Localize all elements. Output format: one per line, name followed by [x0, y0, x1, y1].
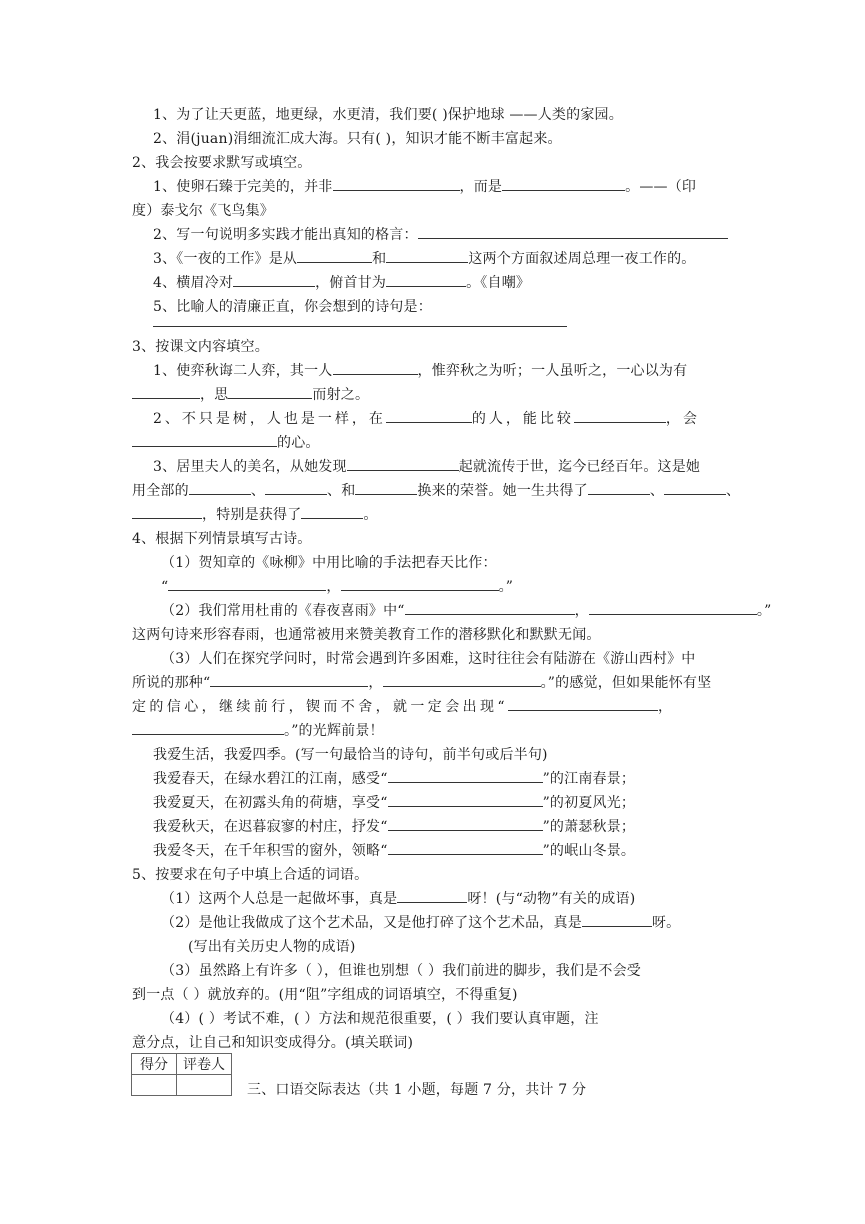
blank[interactable]: [664, 479, 726, 495]
q3-3-text-e: 、和: [327, 483, 356, 499]
winter-text-a: 我爱冬天，在千年积雪的窗外，领略“: [153, 843, 388, 859]
blank[interactable]: [388, 791, 543, 807]
blank[interactable]: [418, 223, 728, 239]
q2-3-text-b: 和: [372, 251, 387, 267]
q3-3-text-g: ，特别是获得了: [202, 507, 302, 523]
section-3-title: 三、口语交际表达（共 1 小题，每题 7 分，共计 7 分: [247, 1082, 587, 1098]
blank[interactable]: [132, 719, 284, 735]
q2-3-text-c: 这两个方面叙述周总理一夜工作的。: [468, 251, 696, 267]
summer-text-b: ”的初夏风光；: [542, 795, 636, 811]
q5-2-text-b: 呀。: [651, 915, 681, 931]
q3-item-1-cont: [132, 383, 369, 407]
q2-4-text-a: 4、横眉冷对: [153, 275, 234, 291]
q1-item-2: 2、涓(juan)涓细流汇成大海。只有( )，知识才能不断丰富起来。: [153, 131, 562, 147]
q3-item-3-cont2: [132, 503, 378, 527]
q3-3-text-d2: 、: [649, 483, 665, 499]
q5-item-2: [161, 911, 680, 935]
open-quote: “: [161, 579, 169, 595]
blank[interactable]: [388, 767, 543, 783]
blank[interactable]: [132, 503, 202, 519]
q4-3-text-g: 。”的光辉前景！: [284, 723, 384, 739]
q4-2-text-a: （2）我们常用杜甫的《春夜喜雨》中“: [161, 603, 405, 619]
grader-label: 评卷人: [177, 1054, 232, 1075]
q2-item-2: [153, 223, 728, 247]
q3-3-text-c: 用全部的: [132, 483, 189, 499]
q3-item-3: [153, 455, 700, 479]
blank[interactable]: [383, 671, 541, 687]
q2-1-text-c: 。——（印: [625, 179, 697, 195]
q3-3-text-b: 起就流传于世，迄今已经百年。这是她: [458, 459, 701, 475]
q3-3-text-a: 3、居里夫人的美名，从她发现: [153, 459, 347, 475]
q3-heading: 3、按课文内容填空。: [132, 339, 269, 355]
blank[interactable]: [502, 175, 625, 191]
grader-cell[interactable]: [177, 1075, 232, 1096]
q3-1-text-a: 1、使弈秋诲二人弈，其一人: [153, 363, 333, 379]
q2-item-1: [153, 175, 696, 199]
q5-item-4-cont: 意分点，让自己和知识变成得分。(填关联词): [132, 1035, 414, 1051]
q4-item-3-cont2: [132, 695, 675, 719]
blank[interactable]: [589, 599, 757, 615]
q4-3-text-b: 所说的那种“: [132, 675, 211, 691]
q3-1-text-c: ，思: [200, 387, 229, 403]
blank[interactable]: [132, 383, 200, 399]
q4-item-2: [161, 599, 771, 623]
q4-item-1-answer: [161, 575, 513, 599]
q4-item-3: （3）人们在探究学问时，时常会遇到许多困难，这时往往会有陆游在《游山西村》中: [161, 651, 696, 667]
q4-item-4: 我爱生活，我爱四季。(写一句最恰当的诗句，前半句或后半句): [153, 747, 548, 763]
summer-text-a: 我爱夏天，在初露头角的荷塘，享受“: [153, 795, 388, 811]
q4-item-spring: [153, 767, 635, 791]
q4-item-3-cont3: [132, 719, 384, 743]
q1-item-1: 1、为了让天更蓝，地更绿，水更清，我们要( )保护地球 ——人类的家园。: [153, 107, 623, 123]
q5-2-text-a: （2）是他让我做成了这个艺术品，又是他打碎了这个艺术品，真是: [161, 915, 582, 931]
autumn-text-b: ”的萧瑟秋景；: [542, 819, 636, 835]
score-label: 得分: [132, 1054, 177, 1075]
q4-item-3-cont: [132, 671, 711, 695]
q5-1-text-b: 呀！(与“动物”有关的成语): [467, 891, 636, 907]
q2-item-5: 5、比喻人的清廉正直，你会想到的诗句是：: [153, 299, 432, 315]
blank[interactable]: [386, 247, 468, 263]
q3-3-text-d: 、: [250, 483, 266, 499]
blank[interactable]: [582, 911, 652, 927]
q5-item-3-cont: 到一点（ ）就放弃的。(用“阻”字组成的词语填空，不得重复): [132, 987, 518, 1003]
blank[interactable]: [265, 479, 327, 495]
q4-heading: 4、根据下列情景填写古诗。: [132, 531, 312, 547]
blank[interactable]: [574, 407, 666, 423]
q5-item-4: （4）( ）考试不难，( ）方法和规范很重要，( ）我们要认真审题，注: [161, 1011, 599, 1027]
q3-3-text-f: 换来的荣誉。她一生共得了: [417, 483, 588, 499]
comma: ，: [326, 579, 341, 595]
q2-item-3: [153, 247, 696, 271]
q2-3-text-a: 3、《一夜的工作》是从: [153, 251, 298, 267]
blank[interactable]: [508, 695, 658, 711]
q2-4-text-b: ，俯首甘为: [315, 275, 387, 291]
q3-2-text-b: 的人，能比较: [471, 411, 574, 427]
blank[interactable]: [341, 575, 499, 591]
q3-item-1: [153, 359, 687, 383]
blank[interactable]: [397, 887, 467, 903]
score-box: [131, 1053, 232, 1096]
q4-3-text-f: ，: [657, 699, 676, 715]
q5-heading: 5、按要求在句子中填上合适的词语。: [132, 867, 369, 883]
q5-item-1: [161, 887, 635, 911]
q2-item-4: [153, 271, 530, 295]
blank[interactable]: [405, 599, 575, 615]
q3-2-text-c: ，会: [665, 411, 700, 427]
blank[interactable]: [168, 575, 326, 591]
q3-1-text-d: 而射之。: [312, 387, 370, 403]
blank[interactable]: [588, 479, 650, 495]
q3-3-text-d3: 、: [726, 483, 741, 499]
blank[interactable]: [233, 271, 315, 287]
q3-2-text-d: 的心。: [277, 435, 320, 451]
q3-1-text-b: ，惟弈秋之为听；一人虽听之，一心以为有: [417, 363, 688, 379]
q2-heading: 2、我会按要求默写或填空。: [132, 155, 312, 171]
q4-item-winter: [153, 839, 635, 863]
q4-2-text-c: 。”: [756, 603, 772, 619]
blank[interactable]: [386, 271, 466, 287]
blank[interactable]: [210, 671, 368, 687]
blank[interactable]: [301, 503, 363, 519]
autumn-text-a: 我爱秋天，在迟暮寂寥的村庄，抒发“: [153, 819, 388, 835]
q3-item-2: [153, 407, 700, 431]
blank[interactable]: [228, 383, 312, 399]
q4-item-2-cont: 这两句诗来形容春雨，也通常被用来赞美教育工作的潜移默化和默默无闻。: [132, 627, 601, 643]
blank[interactable]: [333, 175, 460, 191]
blank[interactable]: [297, 247, 372, 263]
q2-4-text-c: 。《自嘲》: [466, 275, 531, 291]
q5-1-text-a: （1）这两个人总是一起做坏事，真是: [161, 891, 398, 907]
blank[interactable]: [333, 359, 418, 375]
q3-item-2-cont: [132, 431, 320, 455]
q5-item-3: （3）虽然路上有许多（ ），但谁也别想（ ）我们前进的脚步，我们是不会受: [161, 963, 642, 979]
q2-1-text-a: 1、使卵石臻于完美的，并非: [153, 179, 333, 195]
blank[interactable]: [132, 431, 277, 447]
q4-item-summer: [153, 791, 635, 815]
q4-3-text-d: 。”的感觉，但如果能怀有坚: [540, 675, 712, 691]
score-cell[interactable]: [132, 1075, 177, 1096]
q4-item-1: （1）贺知章的《咏柳》中用比喻的手法把春天比作：: [161, 555, 497, 571]
blank[interactable]: [388, 815, 543, 831]
q3-3-text-h: 。: [363, 507, 378, 523]
q5-item-2-note: (写出有关历史人物的成语): [188, 939, 356, 955]
blank[interactable]: [355, 479, 417, 495]
spring-text-a: 我爱春天，在绿水碧江的江南，感受“: [153, 771, 388, 787]
blank[interactable]: [386, 407, 472, 423]
q2-2-text: 2、写一句说明多实践才能出真知的格言：: [153, 227, 418, 243]
q3-item-3-cont: [132, 479, 740, 503]
q4-2-text-b: ，: [574, 603, 589, 619]
blank[interactable]: [388, 839, 543, 855]
blank[interactable]: [347, 455, 459, 471]
q4-3-text-e: 定的信心，继续前行，锲而不舍，就一定会出现“: [132, 699, 508, 715]
q2-1-text-b: ，而是: [459, 179, 503, 195]
answer-line[interactable]: [153, 326, 567, 327]
close-quote: 。”: [498, 579, 514, 595]
winter-text-b: ”的岷山冬景。: [542, 843, 636, 859]
q4-item-autumn: [153, 815, 635, 839]
spring-text-b: ”的江南春景；: [542, 771, 636, 787]
q2-item-1-cont: 度）泰戈尔《飞鸟集》: [132, 203, 274, 219]
q3-2-text-a: 2、不只是树，人也是一样，在: [153, 411, 386, 427]
q4-3-text-c: ，: [368, 675, 383, 691]
blank[interactable]: [189, 479, 251, 495]
